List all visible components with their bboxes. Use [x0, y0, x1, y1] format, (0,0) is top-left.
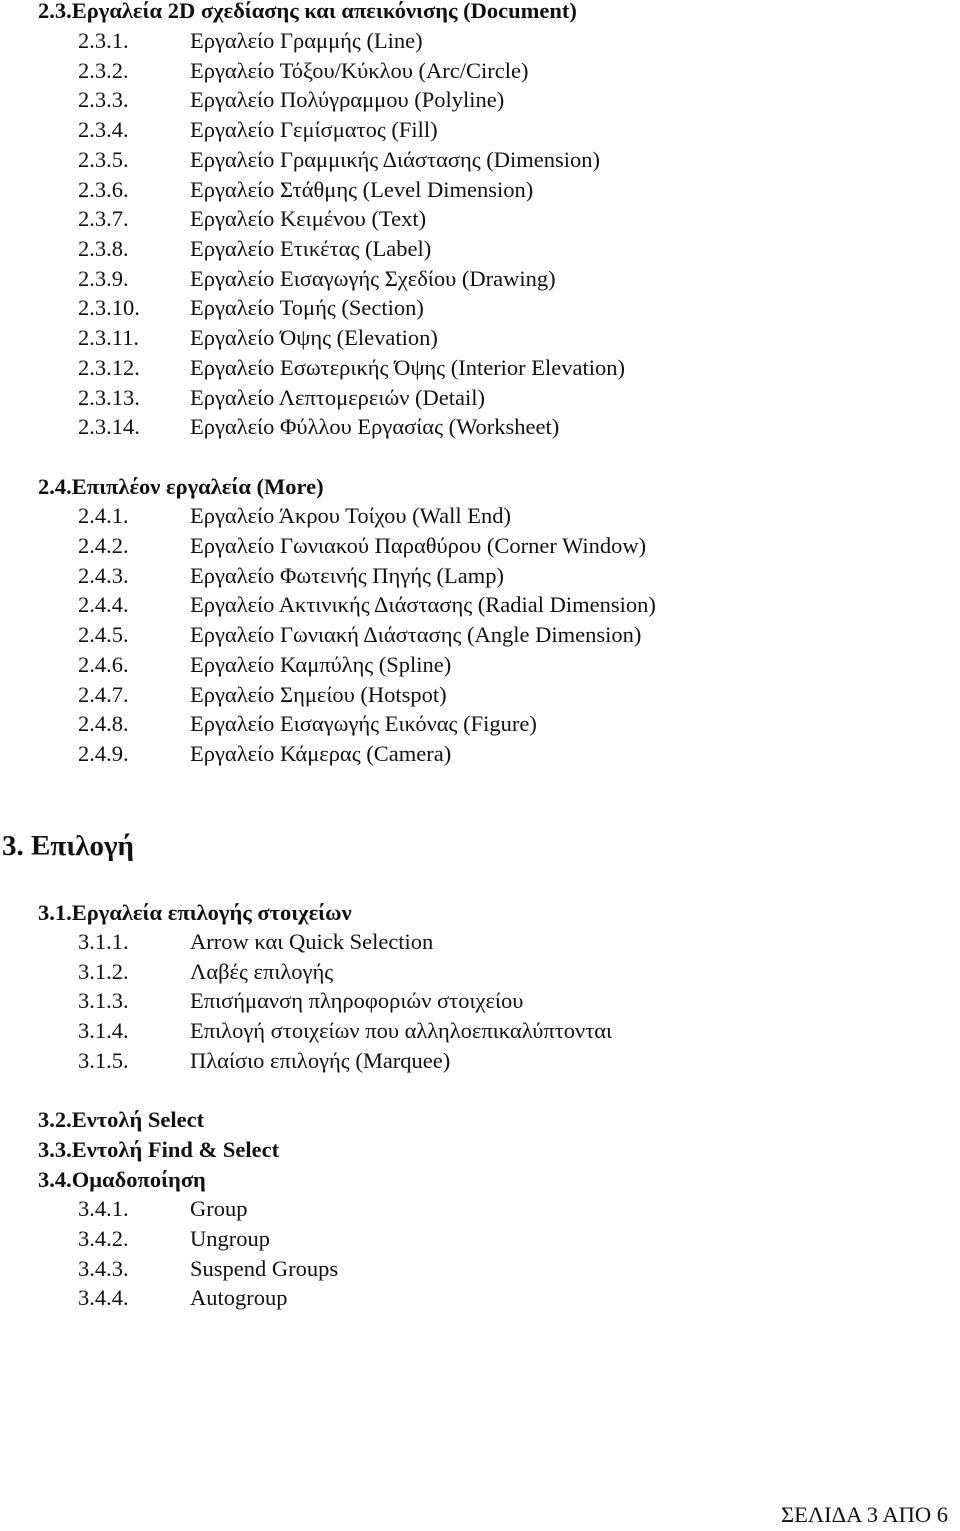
item-text: Εργαλείο Ακτινικής Διάστασης (Radial Dimension) — [190, 592, 656, 617]
item-number: 3.4.4. — [78, 1285, 129, 1310]
item-text: Suspend Groups — [190, 1256, 339, 1281]
item-text: Εργαλείο Γωνιακού Παραθύρου (Corner Window) — [190, 533, 647, 558]
section-heading-2-3: 2.3.Εργαλεία 2D σχεδίασης και απεικόνισης (Document) — [38, 0, 577, 23]
section-heading-2-4: 2.4.Επιπλέον εργαλεία (More) — [38, 474, 324, 499]
section-heading-3-4: 3.4.Ομαδοποίηση — [38, 1167, 206, 1192]
item-number: 2.4.3. — [78, 563, 129, 588]
section-heading-3-3: 3.3.Εντολή Find & Select — [38, 1137, 280, 1162]
item-text: Εργαλείο Φύλλου Εργασίας (Worksheet) — [190, 414, 560, 439]
item-number: 2.3.4. — [78, 117, 129, 142]
item-number: 2.3.8. — [78, 236, 129, 261]
item-number: 2.4.1. — [78, 503, 129, 528]
item-text: Εργαλείο Γεμίσματος (Fill) — [190, 117, 438, 142]
item-text: Εργαλείο Πολύγραμμου (Polyline) — [190, 87, 505, 112]
section-heading-3-1: 3.1.Εργαλεία επιλογής στοιχείων — [38, 900, 352, 925]
item-number: 2.4.5. — [78, 622, 129, 647]
item-text: Εργαλείο Ετικέτας (Label) — [190, 236, 432, 261]
item-text: Εργαλείο Όψης (Elevation) — [190, 325, 438, 350]
item-number: 2.3.9. — [78, 266, 129, 291]
item-number: 3.1.3. — [78, 988, 129, 1013]
item-number: 3.1.5. — [78, 1048, 129, 1073]
item-text: Εργαλείο Κειμένου (Text) — [190, 206, 427, 231]
item-number: 2.3.3. — [78, 87, 129, 112]
item-number: 2.3.14. — [78, 414, 140, 439]
item-number: 3.4.3. — [78, 1256, 129, 1281]
item-number: 2.3.7. — [78, 206, 129, 231]
item-number: 2.4.7. — [78, 682, 129, 707]
item-number: 2.3.6. — [78, 177, 129, 202]
item-text: Εργαλείο Φωτεινής Πηγής (Lamp) — [190, 563, 504, 588]
item-number: 2.3.13. — [78, 385, 140, 410]
item-text: Εργαλείο Γραμμικής Διάστασης (Dimension) — [190, 147, 601, 172]
item-text: Εργαλείο Κάμερας (Camera) — [190, 741, 452, 766]
item-text: Εργαλείο Άκρου Τοίχου (Wall End) — [190, 503, 511, 528]
item-text: Εργαλείο Εισαγωγής Εικόνας (Figure) — [190, 711, 537, 736]
item-text: Ungroup — [190, 1226, 270, 1251]
item-text: Εργαλείο Εισαγωγής Σχεδίου (Drawing) — [190, 266, 556, 291]
item-number: 2.3.5. — [78, 147, 129, 172]
page-number: ΣΕΛΙΔΑ 3 ΑΠΟ 6 — [780, 1502, 948, 1527]
item-number: 2.3.12. — [78, 355, 140, 380]
item-number: 2.4.6. — [78, 652, 129, 677]
item-number: 3.1.1. — [78, 929, 129, 954]
item-text: Εργαλείο Τόξου/Κύκλου (Arc/Circle) — [190, 58, 529, 83]
item-number: 2.4.2. — [78, 533, 129, 558]
item-text: Εργαλείο Γραμμής (Line) — [190, 28, 423, 53]
item-number: 2.4.9. — [78, 741, 129, 766]
chapter-heading-3: 3. Επιλογή — [2, 830, 135, 862]
item-text: Εργαλείο Γωνιακή Διάστασης (Angle Dimension) — [190, 622, 642, 647]
item-number: 3.1.4. — [78, 1018, 129, 1043]
item-text: Εργαλείο Τομής (Section) — [190, 295, 424, 320]
item-text: Εργαλείο Σημείου (Hotspot) — [190, 682, 447, 707]
item-number: 2.3.1. — [78, 28, 129, 53]
item-text: Arrow και Quick Selection — [190, 929, 434, 954]
item-number: 3.4.2. — [78, 1226, 129, 1251]
item-text: Επιλογή στοιχείων που αλληλοεπικαλύπτονται — [190, 1018, 613, 1043]
item-number: 2.3.2. — [78, 58, 129, 83]
item-number: 2.3.10. — [78, 295, 140, 320]
item-number: 3.1.2. — [78, 959, 129, 984]
item-number: 2.4.8. — [78, 711, 129, 736]
item-text: Εργαλείο Στάθμης (Level Dimension) — [190, 177, 534, 202]
item-text: Autogroup — [190, 1285, 288, 1310]
item-text: Επισήμανση πληροφοριών στοιχείου — [190, 988, 524, 1013]
item-text: Λαβές επιλογής — [190, 959, 334, 984]
item-text: Εργαλείο Καμπύλης (Spline) — [190, 652, 452, 677]
section-heading-3-2: 3.2.Εντολή Select — [38, 1107, 205, 1132]
item-text: Group — [190, 1196, 248, 1221]
item-text: Πλαίσιο επιλογής (Marquee) — [190, 1048, 451, 1073]
item-number: 2.3.11. — [78, 325, 140, 350]
item-text: Εργαλείο Εσωτερικής Όψης (Interior Elevation) — [190, 355, 626, 380]
item-number: 3.4.1. — [78, 1196, 129, 1221]
item-text: Εργαλείο Λεπτομερειών (Detail) — [190, 385, 485, 410]
item-number: 2.4.4. — [78, 592, 129, 617]
